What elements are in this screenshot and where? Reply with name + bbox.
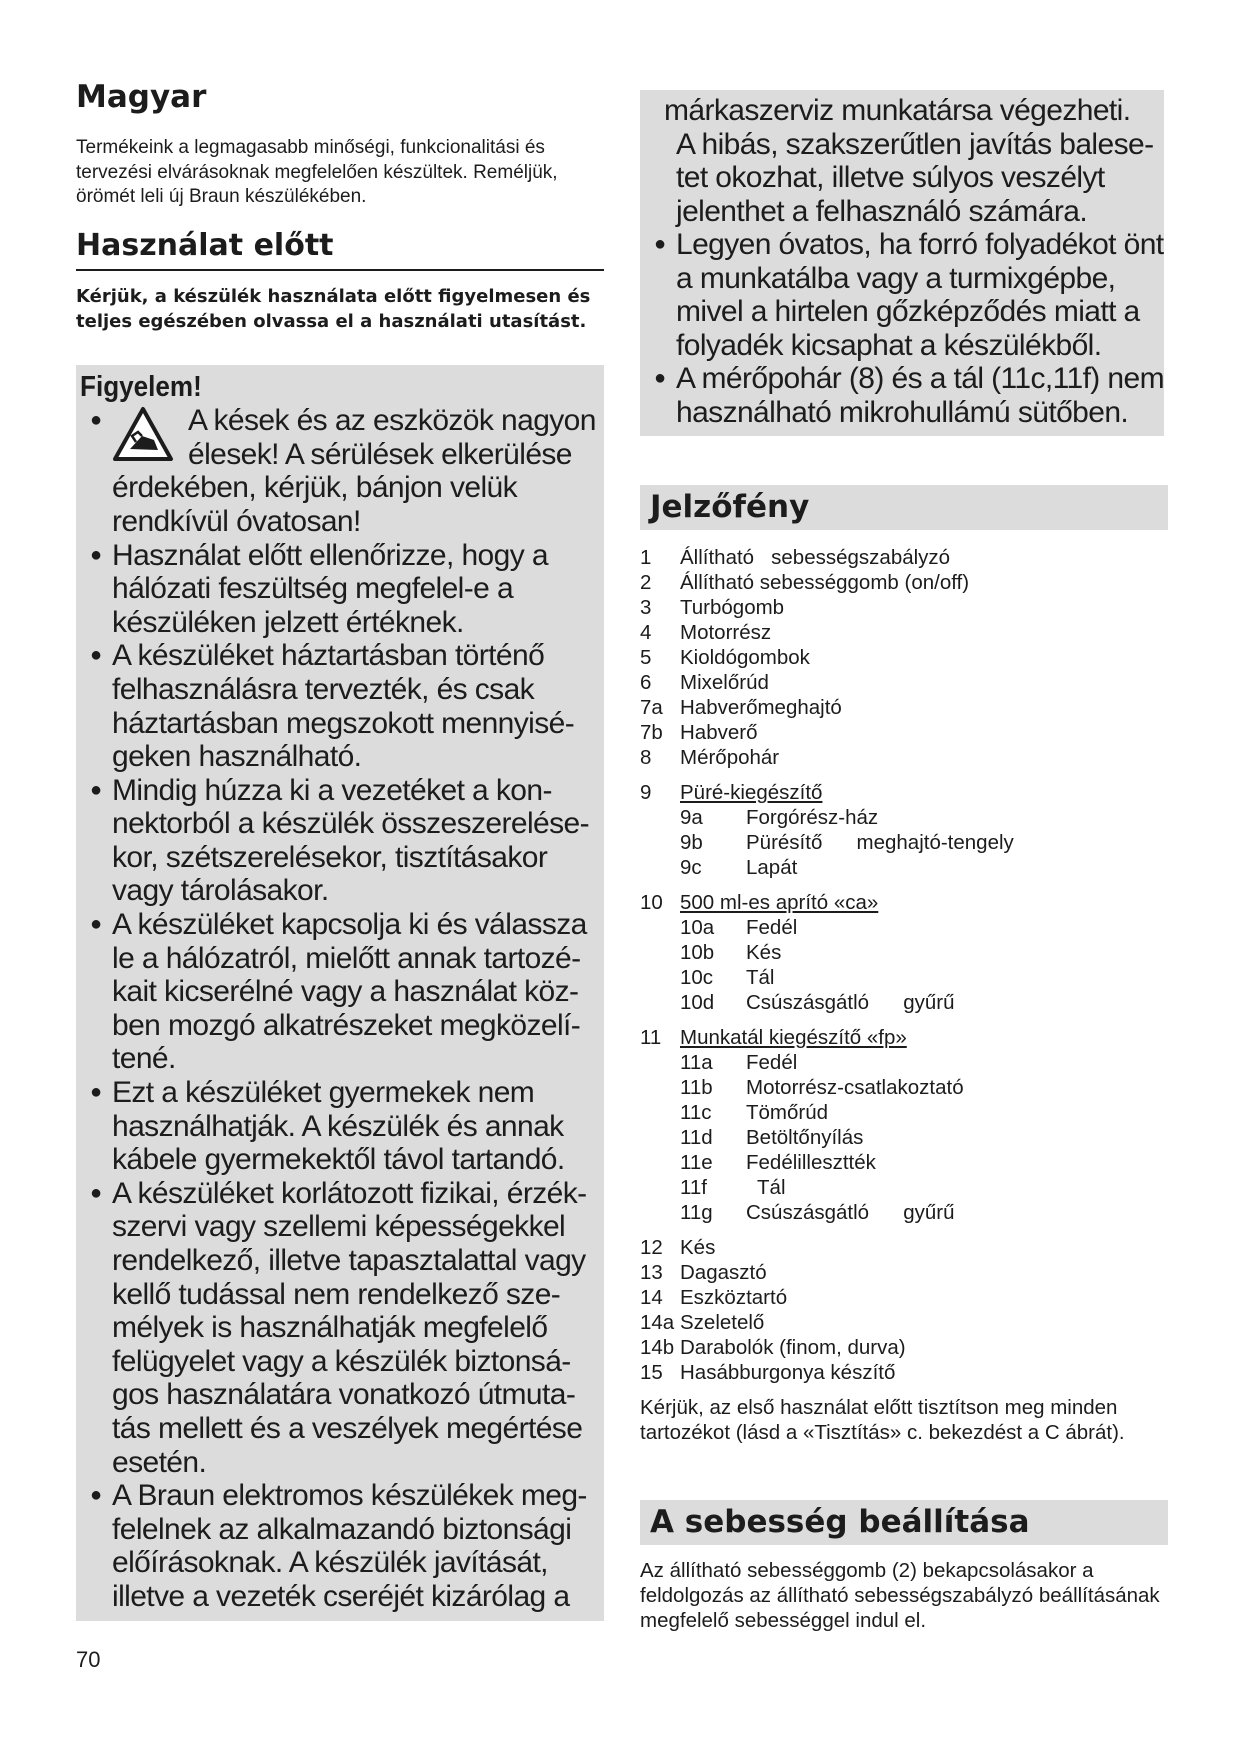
part-subitem (640, 830, 1180, 855)
part-label: Eszköztartó (680, 1286, 788, 1309)
part-label: Forgórész-ház (746, 806, 879, 829)
part-item (640, 890, 1180, 915)
part-item (640, 620, 1180, 645)
part-number: 9 (640, 781, 652, 804)
part-subitem (640, 1200, 1180, 1225)
caution-line: Legyen óvatos, ha forró folyadékot önt (676, 228, 1164, 261)
sharp-blade-warning-icon (112, 406, 174, 470)
part-number: 11b (680, 1076, 713, 1099)
part-subitem (640, 1125, 1180, 1150)
caution-line: felhasználásra tervezték, és csak (112, 672, 535, 706)
caution-item (644, 228, 1164, 362)
caution-line: mivel a hirtelen gőzképződés miatt a (676, 295, 1140, 328)
part-label: Állítható sebességgomb (on/off) (680, 571, 970, 594)
part-label: Habverő (680, 721, 758, 744)
part-label: Tál (746, 1176, 786, 1199)
caution-item (80, 908, 596, 1076)
caution-line: kor, szétszerelésekor, tisztításakor (112, 840, 548, 874)
caution-line: készüléken jelzett értéknek. (112, 605, 464, 639)
caution-line: mélyek is használhatják megfelelő (112, 1311, 548, 1345)
caution-line: A készüléket korlátozott fizikai, érzék- (112, 1176, 587, 1210)
part-item (640, 1335, 1180, 1360)
part-item (640, 1310, 1180, 1335)
left-column (76, 80, 604, 1621)
bullet-icon: ● (90, 409, 102, 432)
part-number: 10d (680, 991, 715, 1014)
caution-continued-text (644, 94, 1164, 228)
part-label: Motorrész (680, 621, 772, 644)
part-number: 1 (640, 546, 652, 569)
caution-item (80, 774, 596, 908)
part-number: 7b (640, 721, 663, 744)
caution-item (644, 362, 1164, 429)
caution-line: geken használható. (112, 740, 362, 774)
part-label: 500 ml-es aprító «ca» (680, 891, 879, 914)
caution-line: Ezt a készüléket gyermekek nem (112, 1076, 535, 1110)
caution-continued-line: tet okozhat, illetve súlyos veszélyt (676, 161, 1105, 194)
part-label: Fedélillesztték (746, 1151, 876, 1174)
caution-continued-line: A hibás, szakszerűtlen javítás balese- (676, 127, 1154, 161)
caution-line: előírásoknak. A készülék javítását, (112, 1546, 548, 1580)
part-item (640, 1285, 1180, 1310)
caution-line: kellő tudással nem rendelkező sze- (112, 1277, 561, 1311)
caution-continued-box (640, 90, 1164, 436)
caution-box (76, 365, 604, 1621)
bullet-icon: ● (90, 913, 102, 936)
caution-line: használható mikrohullámú sütőben. (676, 395, 1129, 429)
part-label: Betöltőnyílás (746, 1126, 864, 1149)
part-label: Tál (746, 966, 775, 989)
part-number: 11g (680, 1201, 713, 1224)
caution-line: A mérőpohár (8) és a tál (11c,11f) nem (676, 362, 1164, 395)
part-label: Tömőrúd (746, 1101, 829, 1124)
part-number: 4 (640, 621, 652, 644)
parts-note: Kérjük, az első használat előtt tisztítson meg minden tartozékot (lásd a «Tisztítás» c. bekezdést a C ábrát). (640, 1396, 1125, 1444)
part-label: Habverőmeghajtó (680, 696, 842, 719)
part-number: 15 (640, 1361, 663, 1384)
caution-line: ben mozgó alkatrészeket megközelí- (112, 1008, 581, 1042)
part-number: 12 (640, 1236, 663, 1259)
bullet-icon: ● (654, 367, 666, 389)
part-subitem (640, 855, 1180, 880)
part-number: 8 (640, 746, 652, 769)
part-subitem (640, 1175, 1180, 1200)
part-subitem (640, 940, 1180, 965)
part-label: Fedél (746, 916, 798, 939)
part-number: 3 (640, 596, 652, 619)
caution-line: a munkatálba vagy a turmixgépbe, (676, 261, 1116, 295)
caution-line: háztartásban megszokott mennyisé- (112, 706, 575, 740)
caution-line: folyadék kicsaphat a készülékből. (676, 328, 1102, 362)
caution-line: rendelkező, illetve tapasztalattal vagy (112, 1244, 586, 1277)
part-label: Darabolók (finom, durva) (680, 1336, 906, 1359)
part-item (640, 670, 1180, 695)
part-number: 11e (680, 1151, 713, 1174)
part-label: Állítható sebességszabályzó (680, 546, 951, 569)
part-number: 2 (640, 571, 652, 594)
parts-heading: Jelzőfény (640, 485, 1168, 530)
part-number: 9c (680, 856, 702, 879)
part-number: 11a (680, 1051, 713, 1074)
language-heading: Magyar (76, 79, 207, 115)
caution-line: le a hálózatról, mielőtt annak tartozé- (112, 941, 581, 975)
bullet-icon: ● (90, 543, 102, 566)
caution-line: használhatják. A készülék és annak (112, 1109, 564, 1143)
part-subitem (640, 965, 1180, 990)
part-item (640, 780, 1180, 805)
part-label: Szeletelő (680, 1311, 765, 1334)
part-number: 10c (680, 966, 714, 989)
part-number: 11f (680, 1176, 707, 1199)
part-label: Munkatál kiegészítő «fp» (680, 1026, 907, 1049)
caution-item (80, 404, 596, 538)
part-item (640, 1360, 1180, 1385)
caution-line: felelnek az alkalmazandó biztonsági (112, 1512, 572, 1546)
part-number: 14b (640, 1336, 675, 1359)
caution-line: esetén. (112, 1445, 207, 1479)
part-number: 7a (640, 696, 663, 719)
part-label: Fedél (746, 1051, 798, 1074)
caution-line: szervi vagy szellemi képességekkel (112, 1210, 566, 1244)
caution-line: illetve a vezeték cseréjét kizárólag a (112, 1579, 570, 1613)
part-number: 9a (680, 806, 703, 829)
caution-line: gos használatára vonatkozó útmuta- (112, 1378, 576, 1412)
caution-line: A készüléket kapcsolja ki és válassza (112, 908, 587, 942)
caution-line: A Braun elektromos készülékek meg- (112, 1479, 587, 1513)
part-item (640, 1025, 1180, 1050)
part-number: 5 (640, 646, 652, 669)
part-subitem (640, 1050, 1180, 1075)
part-label: Pürésítő meghajtó-tengely (746, 831, 1014, 854)
bullet-icon: ● (654, 233, 666, 255)
caution-item (80, 639, 596, 773)
before-use-text: Kérjük, a készülék használata előtt figyelmesen és teljes egészében olvassa el a használati utasítást. (76, 286, 591, 332)
part-number: 10 (640, 891, 663, 914)
speed-heading: A sebesség beállítása (640, 1500, 1168, 1545)
caution-line: hálózati feszültség megfelel-e a (112, 572, 514, 606)
bullet-icon: ● (90, 778, 102, 801)
caution-line: tené. (112, 1042, 176, 1076)
caution-item (80, 1177, 596, 1479)
part-number: 6 (640, 671, 652, 694)
caution-line: A kések és az eszközök nagyon (188, 404, 596, 438)
caution-line: felügyelet vagy a készülék biztonsá- (112, 1344, 571, 1378)
bullet-icon: ● (90, 1484, 102, 1507)
caution-line: tás mellett és a veszélyek megértése (112, 1411, 583, 1445)
part-item (640, 570, 1180, 595)
part-item (640, 745, 1180, 770)
part-number: 11c (680, 1101, 712, 1124)
part-subitem (640, 990, 1180, 1015)
caution-line: élesek! A sérülések elkerülése (188, 437, 572, 471)
caution-title: Figyelem! (80, 370, 202, 403)
part-item (640, 695, 1180, 720)
caution-line: kábele gyermekektől távol tartandó. (112, 1143, 565, 1177)
part-label: Kés (680, 1236, 716, 1259)
part-label: Mérőpohár (680, 746, 780, 769)
part-number: 11 (640, 1026, 662, 1049)
bullet-icon: ● (90, 644, 102, 667)
bullet-icon: ● (90, 1081, 102, 1104)
intro-text: Termékeink a legmagasabb minőségi, funkcionalitási és tervezési elvárásoknak megfelelően készültek. Reméljük, örömét leli új Braun készülékében. (76, 137, 558, 208)
part-number: 9b (680, 831, 703, 854)
caution-line: Mindig húzza ki a vezetéket a kon- (112, 773, 552, 807)
part-label: Kés (746, 941, 782, 964)
caution-line: érdekében, kérjük, bánjon velük (112, 471, 518, 505)
caution-line: Használat előtt ellenőrizze, hogy a (112, 538, 548, 572)
part-number: 13 (640, 1261, 663, 1284)
part-label: Csúszásgátló gyűrű (746, 1201, 955, 1224)
caution-item (80, 1076, 596, 1177)
part-subitem (640, 1075, 1180, 1100)
speed-text: Az állítható sebességgomb (2) bekapcsolásakor a feldolgozás az állítható sebességszabályzó beállításának megfelelő sebességgel indul el. (640, 1559, 1160, 1632)
part-subitem (640, 915, 1180, 940)
part-number: 14a (640, 1311, 675, 1334)
caution-line: kait kicserélné vagy a használat köz- (112, 975, 579, 1009)
before-use-heading: Használat előtt (76, 228, 604, 271)
part-label: Püré-kiegészítő (680, 781, 823, 804)
part-label: Lapát (746, 856, 798, 879)
part-item (640, 1260, 1180, 1285)
part-item (640, 720, 1180, 745)
part-subitem (640, 1150, 1180, 1175)
part-label: Mixelőrúd (680, 671, 769, 694)
bullet-icon: ● (90, 1181, 102, 1204)
part-number: 10b (680, 941, 715, 964)
caution-line: rendkívül óvatosan! (112, 504, 361, 538)
part-item (640, 595, 1180, 620)
caution-continued-line: márkaszerviz munkatársa végezheti. (664, 94, 1131, 127)
part-label: Motorrész-csatlakoztató (746, 1076, 964, 1099)
caution-continued-line: jelenthet a felhasználó számára. (676, 194, 1088, 228)
caution-item (80, 1479, 596, 1613)
part-number: 10a (680, 916, 715, 939)
page-number: 70 (76, 1647, 101, 1672)
caution-line: vagy tárolásakor. (112, 874, 329, 908)
part-number: 11d (680, 1126, 713, 1149)
part-label: Csúszásgátló gyűrű (746, 991, 955, 1014)
caution-list (80, 404, 596, 1613)
part-subitem (640, 805, 1180, 830)
parts-list (640, 545, 1180, 1445)
part-number: 14 (640, 1286, 663, 1309)
caution-line: nektorból a készülék összeszerelése- (112, 807, 589, 841)
part-item (640, 645, 1180, 670)
caution-right-list (644, 228, 1164, 429)
part-subitem (640, 1100, 1180, 1125)
caution-item (80, 539, 596, 640)
part-item (640, 1235, 1180, 1260)
part-item (640, 545, 1180, 570)
part-label: Dagasztó (680, 1261, 767, 1284)
part-label: Hasábburgonya készítő (680, 1361, 896, 1384)
part-label: Turbógomb (680, 596, 785, 619)
caution-line: A készüléket háztartásban történő (112, 639, 545, 673)
part-label: Kioldógombok (680, 646, 810, 669)
